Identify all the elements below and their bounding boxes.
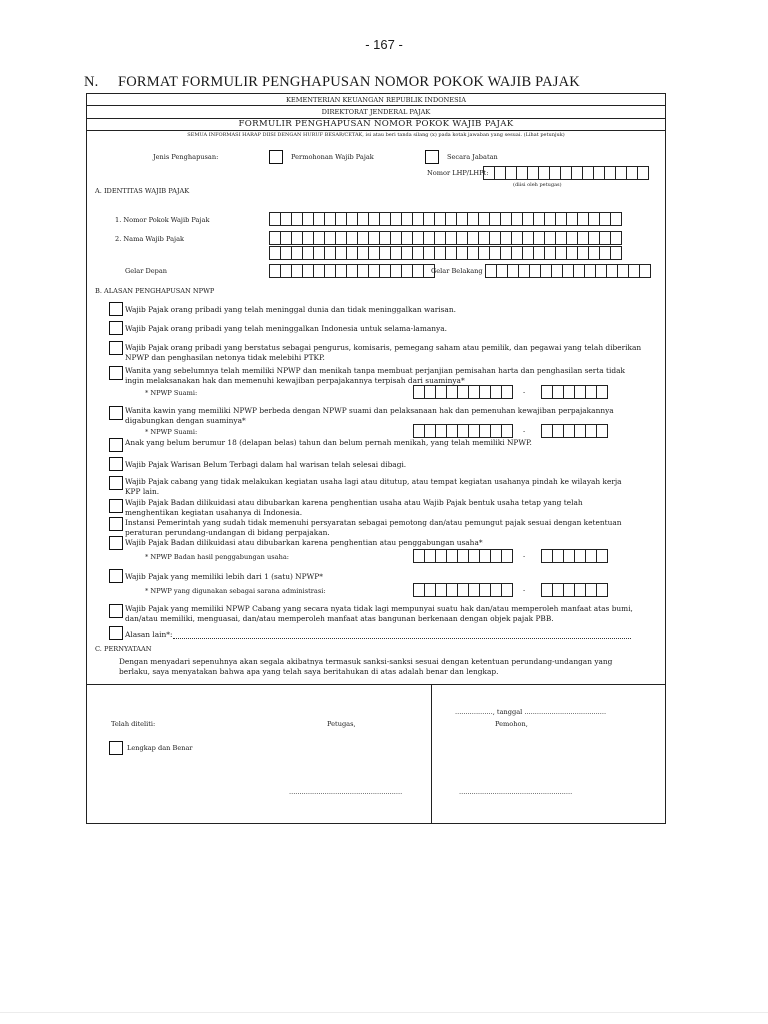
npwp-suami-label-2: * NPWP Suami: — [145, 428, 198, 436]
jabatan-checkbox[interactable] — [425, 150, 439, 164]
page-number: - 167 - — [365, 37, 403, 52]
npwp-suami-label-1: * NPWP Suami: — [145, 389, 198, 397]
gelar-belakang-label: Gelar Belakang — [431, 267, 483, 275]
reason-9-line-1: Wajib Pajak Badan dilikuidasi atau dibubarkan karena penghentian usaha atau Wajib Pajak bentuk usaha tetap yang telah — [125, 498, 583, 507]
npwp-badan-input-b[interactable] — [541, 549, 607, 563]
lengkap-checkbox[interactable] — [109, 741, 123, 755]
telah-diteliti-label: Telah diteliti: — [111, 720, 156, 728]
reason-1-checkbox[interactable] — [109, 302, 123, 316]
nama-input-row-2[interactable] — [269, 246, 621, 260]
dash: - — [523, 427, 526, 435]
lhp-note: (diisi oleh petugas) — [513, 182, 562, 188]
gelar-depan-input[interactable] — [269, 264, 434, 278]
reason-9-line-2: menghentikan kegiatan usahanya di Indonesia. — [125, 508, 303, 517]
reason-6-text: Anak yang belum berumur 18 (delapan belas) tahun dan belum pernah menikah, yang telah memiliki NPWP. — [125, 438, 532, 447]
pemohon-signature-line[interactable]: ...................................................... — [459, 788, 573, 796]
dash: - — [523, 552, 526, 560]
jenis-label: Jenis Penghapusan: — [153, 153, 219, 161]
reason-4-line-1: Wanita yang sebelumnya telah memiliki NPWP dan menikah tanpa membuat perjanjian pemisahan harta dan penghasilan serta tidak — [125, 366, 626, 375]
reason-5-line-1: Wanita kawin yang memiliki NPWP berbeda dengan NPWP suami dan pelaksanaan hak dan pemenuhan kewajiban perpajakannya — [125, 406, 614, 415]
reason-8-line-1: Wajib Pajak cabang yang tidak melakukan kegiatan usaha lagi atau ditutup, atau tempat kegiatan usahanya pindah ke wilayah kerja — [125, 477, 622, 486]
reason-10-line-2: peraturan perundang-undangan di bidang perpajakan. — [125, 528, 330, 537]
reason-3-line-2: NPWP dan penghasilan netonya tidak melebihi PTKP. — [125, 353, 325, 362]
npwp-suami-input-1b[interactable] — [541, 385, 607, 399]
reason-2-text: Wajib Pajak orang pribadi yang telah meninggalkan Indonesia untuk selama-lamanya. — [125, 324, 447, 333]
reason-4-checkbox[interactable] — [109, 366, 123, 380]
form-instruction: SEMUA INFORMASI HARAP DIISI DENGAN HURUF BESAR/CETAK, isi atau beri tanda silang (x) pada kotak jawaban yang sesuai. (Lihat petunjuk) — [187, 132, 565, 138]
petugas-label: Petugas, — [327, 720, 356, 728]
section-letter: N. — [84, 74, 99, 90]
pernyataan-line-2: berlaku, saya menyatakan bahwa apa yang telah saya beritahukan di atas adalah benar dan lengkap. — [119, 667, 499, 676]
section-title-text: FORMAT FORMULIR PENGHAPUSAN NOMOR POKOK WAJIB PAJAK — [118, 74, 580, 90]
npwp-admin-input-b[interactable] — [541, 583, 607, 597]
reason-8-line-2: KPP lain. — [125, 487, 160, 496]
jabatan-label: Secara Jabatan — [447, 153, 498, 161]
reason-9-checkbox[interactable] — [109, 499, 123, 513]
directorate-name: DIREKTORAT JENDERAL PAJAK — [321, 108, 431, 116]
npwp-suami-input-1a[interactable] — [413, 385, 512, 399]
reason-5-checkbox[interactable] — [109, 406, 123, 420]
npwp-badan-label: * NPWP Badan hasil penggabungan usaha: — [145, 553, 289, 561]
pemohon-label: Pemohon, — [495, 720, 528, 728]
identitas-heading: A. IDENTITAS WAJIB PAJAK — [95, 187, 190, 195]
nama-label: 2. Nama Wajib Pajak — [115, 235, 185, 243]
reason-10-checkbox[interactable] — [109, 517, 123, 531]
reason-5-line-2: digabungkan dengan suaminya* — [125, 416, 246, 425]
reason-3-checkbox[interactable] — [109, 341, 123, 355]
reason-11-checkbox[interactable] — [109, 536, 123, 550]
lhp-label: Nomor LHP/LHPt: — [427, 169, 489, 177]
reason-11-text: Wajib Pajak Badan dilikuidasi atau dibubarkan karena penghentian atau penggabungan usaha* — [125, 538, 483, 547]
reason-4-line-2: ingin melaksanakan hak dan memenuhi kewajiban perpajakannya terpisah dari suaminya* — [125, 376, 465, 385]
pernyataan-line-1: Dengan menyadari sepenuhnya akan segala akibatnya termasuk sanksi-sanksi sesuai dengan ketentuan perundang-undangan yang — [119, 657, 613, 666]
npwp-deletion-form — [86, 93, 666, 824]
npwp-input[interactable] — [269, 212, 621, 226]
tanggal-field[interactable]: .................., tanggal ....................................... — [455, 708, 607, 716]
alasan-lain-input[interactable] — [173, 638, 631, 639]
lhp-number-input[interactable] — [483, 166, 648, 180]
reason-1-text: Wajib Pajak orang pribadi yang telah meninggal dunia dan tidak meninggalkan warisan. — [125, 305, 456, 314]
reason-3-line-1: Wajib Pajak orang pribadi yang berstatus sebagai pengurus, komisaris, pemegang saham atau pemilik, dan pegawai yang telah diberikan — [125, 343, 642, 352]
npwp-label: 1. Nomor Pokok Wajib Pajak — [115, 216, 210, 224]
alasan-heading: B. ALASAN PENGHAPUSAN NPWP — [95, 287, 215, 295]
permohonan-label: Permohonan Wajib Pajak — [291, 153, 374, 161]
dash: - — [523, 586, 526, 594]
npwp-badan-input-a[interactable] — [413, 549, 512, 563]
reason-14-checkbox[interactable] — [109, 626, 123, 640]
page-bottom-edge — [0, 1012, 768, 1013]
permohonan-checkbox[interactable] — [269, 150, 283, 164]
reason-7-text: Wajib Pajak Warisan Belum Terbagi dalam hal warisan telah selesai dibagi. — [125, 460, 407, 469]
ministry-name: KEMENTERIAN KEUANGAN REPUBLIK INDONESIA — [285, 96, 467, 104]
gelar-depan-label: Gelar Depan — [125, 267, 168, 275]
gelar-belakang-input[interactable] — [485, 264, 650, 278]
npwp-suami-input-2a[interactable] — [413, 424, 512, 438]
section-title — [84, 74, 580, 91]
petugas-signature-line[interactable]: ...................................................... — [289, 788, 403, 796]
dash: - — [523, 388, 526, 396]
npwp-admin-label: * NPWP yang digunakan sebagai sarana administrasi: — [145, 587, 326, 595]
reason-14-label: Alasan lain*: — [125, 630, 173, 639]
reason-13-line-2: dan/atau memiliki, menguasai, dan/atau memperoleh manfaat atas bangunan berkenaan dengan objek pajak PBB. — [125, 614, 554, 623]
reason-10-line-1: Instansi Pemerintah yang sudah tidak memenuhi persyaratan sebagai pemotong dan/atau pemungut pajak sesuai dengan ketentuan — [125, 518, 622, 527]
npwp-suami-input-2b[interactable] — [541, 424, 607, 438]
reason-12-checkbox[interactable] — [109, 569, 123, 583]
pernyataan-heading: C. PERNYATAAN — [95, 645, 152, 653]
reason-6-checkbox[interactable] — [109, 438, 123, 452]
reason-2-checkbox[interactable] — [109, 321, 123, 335]
npwp-admin-input-a[interactable] — [413, 583, 512, 597]
nama-input-row-1[interactable] — [269, 231, 621, 245]
reason-13-line-1: Wajib Pajak yang memiliki NPWP Cabang yang secara nyata tidak lagi mempunyai suatu hak dan/atau memperoleh manfaat atas bumi, — [125, 604, 633, 613]
lengkap-label: Lengkap dan Benar — [127, 744, 193, 752]
reason-7-checkbox[interactable] — [109, 457, 123, 471]
reason-13-checkbox[interactable] — [109, 604, 123, 618]
form-title: FORMULIR PENGHAPUSAN NOMOR POKOK WAJIB PAJAK — [238, 119, 514, 129]
reason-12-text: Wajib Pajak yang memiliki lebih dari 1 (satu) NPWP* — [125, 572, 323, 581]
reason-8-checkbox[interactable] — [109, 476, 123, 490]
